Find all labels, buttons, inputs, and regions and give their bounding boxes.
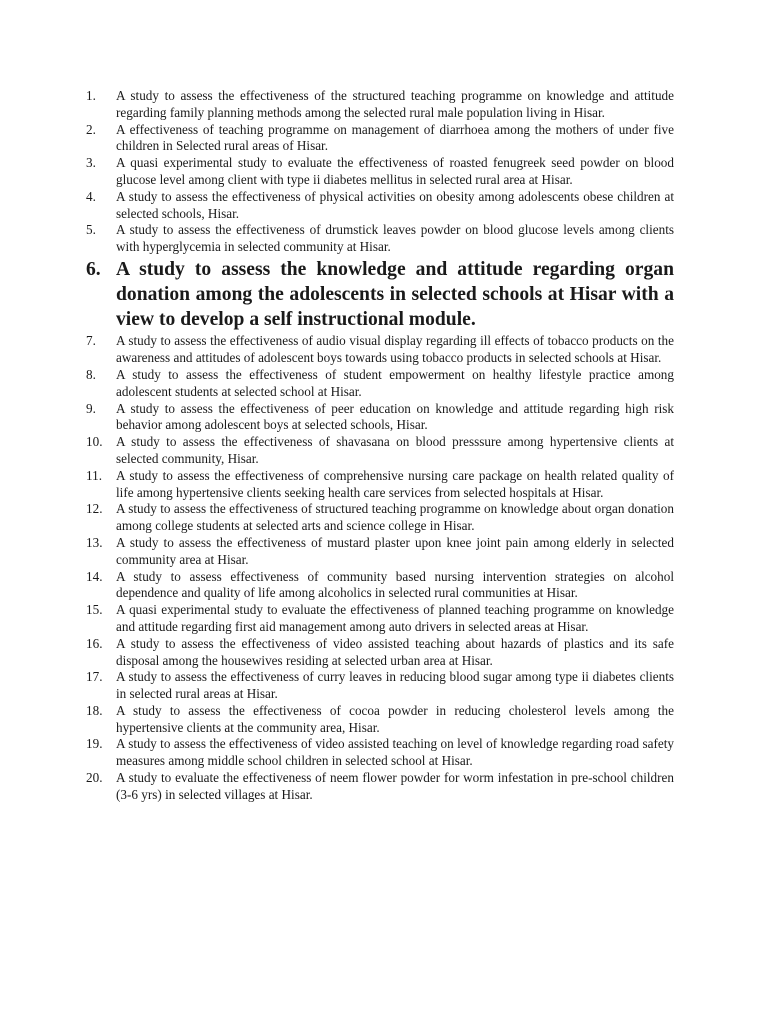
item-number: 16. [86,635,103,651]
item-number: 5. [86,222,96,238]
item-text: A study to assess the effectiveness of the structured teaching programme on knowledge and attitude regarding family planning methods among the selected rural male population living in Hisar. [116,88,674,120]
item-number: 2. [86,121,96,137]
item-text: A study to assess the effectiveness of peer education on knowledge and attitude regarding high risk behavior among adolescent boys at selected schools, Hisar. [116,400,674,433]
item-number: 18. [86,702,103,718]
item-text: A study to assess the effectiveness of shavasana on blood presssure among hypertensive clients at selected community, Hisar. [116,434,674,466]
list-item [86,122,674,156]
item-text: A quasi experimental study to evaluate the effectiveness of roasted fenugreek seed powder on blood glucose level among client with type ii diabetes mellitus in selected rural area at Hisar. [116,155,674,187]
list-item-emphasized [86,258,674,332]
list-item [86,569,674,603]
item-number: 4. [86,188,96,204]
list-item [86,88,674,122]
item-number: 11. [86,467,102,483]
item-text: A study to assess the effectiveness of physical activities on obesity among adolescents obese children at selected schools, Hisar. [116,188,674,221]
item-text: A study to assess the effectiveness of drumstick leaves powder on blood glucose levels among clients with hyperglycemia in selected community at Hisar. [116,222,674,255]
item-number: 12. [86,501,103,517]
item-number: 9. [86,400,96,416]
item-text: A study to assess the effectiveness of structured teaching programme on knowledge about organ donation among college students at selected arts and science college in Hisar. [116,501,674,534]
item-text: A study to assess effectiveness of community based nursing intervention strategies on alcohol dependence and quality of life among alcoholics in selected rural communities at Hisar. [116,568,674,601]
item-text: A study to assess the effectiveness of mustard plaster upon knee joint pain among elderly in selected community area at Hisar. [116,534,674,567]
item-number: 17. [86,669,103,685]
item-text: A study to evaluate the effectiveness of neem flower powder for worm infestation in pre-school children (3-6 yrs) in selected villages at Hisar. [116,770,674,802]
item-text: A quasi experimental study to evaluate the effectiveness of planned teaching programme on knowledge and attitude regarding first aid management among auto drivers in selected areas at Hisar. [116,602,674,634]
list-item [86,155,674,189]
item-number: 19. [86,736,103,752]
item-number: 20. [86,770,103,786]
item-number: 8. [86,366,96,382]
list-item [86,770,674,804]
list-item [86,222,674,256]
list-item [86,636,674,670]
item-number: 6. [86,258,101,280]
item-number: 14. [86,568,103,584]
list-item [86,602,674,636]
item-text: A study to assess the knowledge and attitude regarding organ donation among the adolescents in selected schools at Hisar with a view to develop a self instructional module. [116,258,674,330]
list-item [86,468,674,502]
list-item [86,189,674,223]
list-item [86,669,674,703]
item-text: A effectiveness of teaching programme on management of diarrhoea among the mothers of under five children in Selected rural areas of Hisar. [116,121,674,154]
research-topics-list [86,88,674,804]
item-number: 13. [86,534,103,550]
item-number: 15. [86,602,103,618]
item-number: 7. [86,333,96,349]
item-text: A study to assess the effectiveness of video assisted teaching on level of knowledge regarding road safety measures among middle school children in selected school at Hisar. [116,736,674,769]
list-item [86,703,674,737]
list-item [86,434,674,468]
item-text: A study to assess the effectiveness of student empowerment on healthy lifestyle practice among adolescent students at selected school at Hisar. [116,366,674,399]
list-item [86,501,674,535]
list-item [86,367,674,401]
item-text: A study to assess the effectiveness of comprehensive nursing care package on health related quality of life among hypertensive clients seeking health care services from selected hospitals at Hisar. [116,467,674,500]
item-number: 1. [86,88,96,103]
list-item [86,333,674,367]
item-number: 10. [86,434,103,450]
item-text: A study to assess the effectiveness of audio visual display regarding ill effects of tobacco products on the awareness and attitudes of adolescent boys towards using tobacco products in selected schools at Hisar. [116,333,674,366]
item-text: A study to assess the effectiveness of cocoa powder in reducing cholesterol levels among the hypertensive clients at the community area, Hisar. [116,702,674,735]
list-item [86,401,674,435]
list-item [86,535,674,569]
item-number: 3. [86,155,96,171]
item-text: A study to assess the effectiveness of video assisted teaching about hazards of plastics and its safe disposal among the housewives residing at selected urban area at Hisar. [116,635,674,668]
item-text: A study to assess the effectiveness of curry leaves in reducing blood sugar among type ii diabetes clients in selected rural areas at Hisar. [116,669,674,702]
list-item [86,736,674,770]
